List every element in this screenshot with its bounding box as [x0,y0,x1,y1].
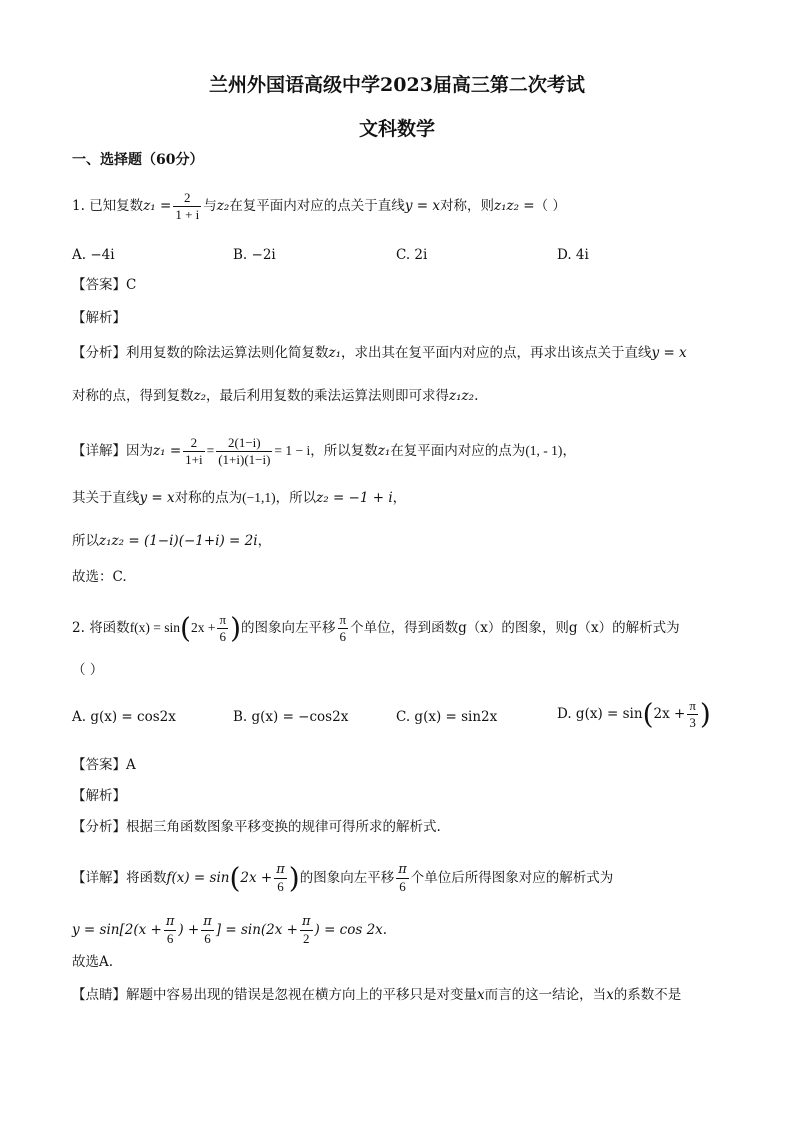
q1-detail: 【详解】因为z₁ = $\frac{2}{1+i}$ = $\frac{2(1-i)}{(1+i)(1-i)}$ = 1 − i，所以复数z₁在复平面内对应的点为(1, - 1)， [72,435,576,467]
section-heading: 一、选择题（60分） [72,152,204,168]
q1-option-b: B. −2i [233,247,276,263]
q1-option-a: A. −4i [72,247,115,263]
q2-analysis: 【分析】根据三角函数图象平移变换的规律可得所求的解析式. [72,819,441,835]
q2-detail: 【详解】将函数f(x) = sin(2x + $\frac{\pi}{6}$ )的图象向左平移 $\frac{\pi}{6}$ 个单位后所得图象对应的解析式为 [72,861,614,895]
q1-stem: 1. 已知复数z₁ = $\frac{2}{1 + i}$ 与z₂在复平面内对应的点关于直线y = x对称，则z₁z₂ =（ ） [72,190,566,222]
q2-paren: （ ） [72,662,104,678]
q2-conclusion: 故选A. [72,954,114,970]
q1-fraction: $\frac{2}{1 + i}$ [175,190,200,222]
q2-equation: y = sin[2(x + $\frac{\pi}{6}$ ) + $\frac{\pi}{6}$ ] = sin(2x + $\frac{\pi}{2}$ ) = cos 2x. [72,914,388,946]
q2-option-d: D. g(x) = sin(2x + $\frac{\pi}{3}$ ) [557,697,711,731]
exam-title: 兰州外国语高级中学2023届高三第二次考试 [209,74,585,96]
q1-option-c: C. 2i [396,247,428,263]
q2-jiexi-label: 【解析】 [72,788,126,804]
q2-option-c: C. g(x) = sin2x [396,709,498,725]
q2-option-a: A. g(x) = cos2x [72,709,176,725]
q2-option-b: B. g(x) = −cos2x [233,709,349,725]
q1-answer: 【答案】C [72,277,137,293]
q2-remark: 【点睛】解题中容易出现的错误是忽视在横方向上的平移只是对变量x而言的这一结论，当x的系数不是 [72,987,682,1003]
q1-jiexi-label: 【解析】 [72,310,126,326]
q1-symmetry: 其关于直线y = x对称的点为(−1,1)，所以z₂ = −1 + i， [72,490,407,506]
q1-conclusion: 故选：C. [72,569,127,585]
q1-analysis-cont: 对称的点，得到复数z₂，最后利用复数的乘法运算法则即可求得z₁z₂. [72,388,479,404]
q1-analysis: 【分析】利用复数的除法运算法则化简复数z₁，求出其在复平面内对应的点，再求出该点关于直线y = x [72,345,687,361]
q1-product: 所以z₁z₂ = (1−i)(−1+i) = 2i， [72,533,272,549]
q2-stem: 2. 将函数f(x) = sin(2x + $\frac{\pi}{6}$ )的图象向左平移 $\frac{\pi}{6}$ 个单位，得到函数g（x）的图象，则g（x）的解析式为 [72,611,680,645]
q2-answer: 【答案】A [72,757,136,773]
exam-subtitle: 文科数学 [358,118,435,140]
q1-option-d: D. 4i [557,247,589,263]
